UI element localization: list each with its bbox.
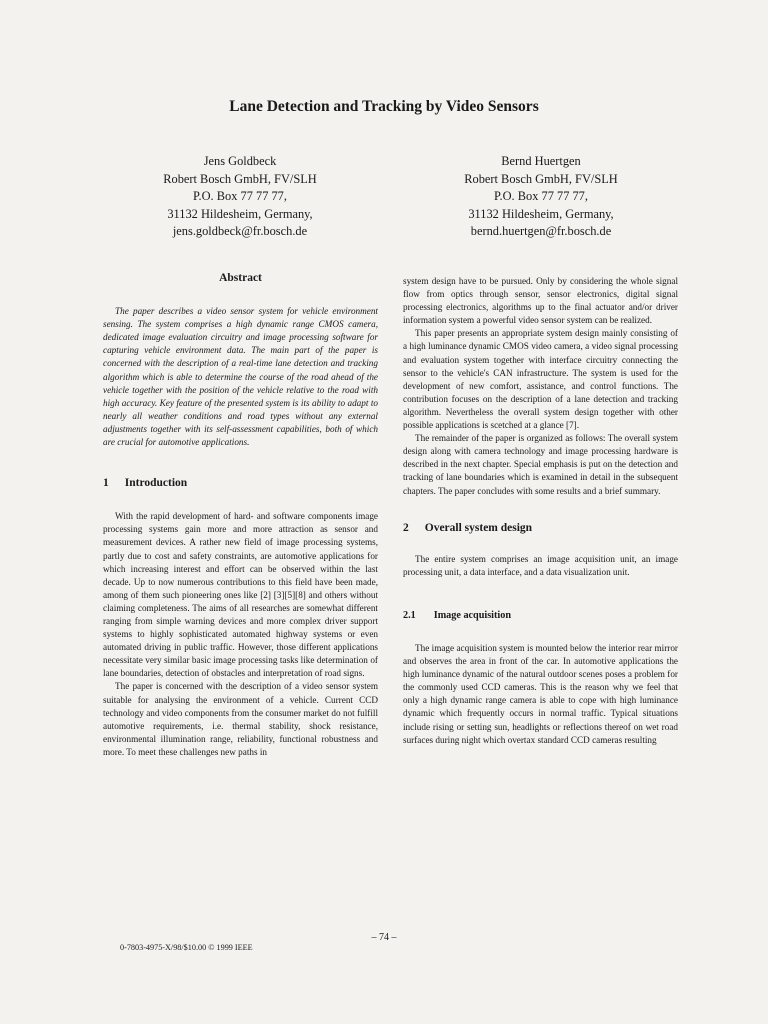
section-number: 1: [103, 477, 109, 490]
abstract-heading: Abstract: [219, 272, 262, 284]
intro-paragraph-1: With the rapid development of hard- and software components image processing systems gain more and more attraction as sensor and measurement devices. A rather new field of image processing systems, partly due to cost and safety constraints, are automotive applications for which increasing interest and effort can be observed within the last decade. Up to now numerous contributions to this field have been made, among of them such pioneering ones like [2] [3][5][8] and others without claiming completeness. The aims of all researches are somewhat different ranging from simple warning devices and more complex driver support systems to highly sophisticated automated highway systems or even automated driving in public traffic. However, those different applications necessitate very similar basic image processing tasks like determination of lane boundaries, detection of obstacles and interpretation of road signs.: [103, 511, 378, 679]
paper-title: Lane Detection and Tracking by Video Sensors: [229, 98, 539, 115]
author-box: P.O. Box 77 77 77,: [193, 189, 287, 203]
intro-paragraph-4: This paper presents an appropriate system design mainly consisting of a high luminance dynamic CMOS video camera, a video signal processing and evaluation system together with interface circuitry connecting the sensor to the vehicle's CAN infrastructure. The system is used for the development of new comfort, assistance, and control functions. The contribution focuses on the description of a lane detection and tracking algorithm. Nevertheless the overall system design together with other possible applications is scetched at a glance [7].: [403, 328, 678, 431]
subsection-title: Image acquisition: [433, 609, 511, 621]
right-column: [403, 275, 678, 747]
author-block-1: [125, 153, 355, 241]
abstract-text: The paper describes a video sensor system for vehicle environment sensing. The system comprises a high dynamic range CMOS camera, dedicated image evaluation circuitry and image processing software for capturing vehicle environment data. The main part of the paper is concerned with the description of a real-time lane detection and tracking algorithm which is able to determine the course of the road ahead of the vehicle together with the position of the vehicle relative to the road with high accuracy. Key feature of the presented system is its ability to adapt to nearly all weather conditions and road types without any external adjustments together with its self-assessment capabilities, both of which are crucial for automotive applications.: [103, 306, 378, 448]
author-affiliation: Robert Bosch GmbH, FV/SLH: [464, 171, 618, 186]
acquisition-paragraph-1: The image acquisition system is mounted below the interior rear mirror and observes the area in front of the car. In automotive applications the high luminance dynamic of the natural outdoor scenes poses a problem for the commonly used CCD cameras. This is the reason why we feel that only a high dynamic range camera is able to cope with high luminance dynamic which frequently occurs in normal traffic. Typical situations include rising or setting sun, headlights or reflections thereof on wet road surfaces during night which overtax standard CCD cameras resulting: [403, 642, 678, 745]
author-email: bernd.huertgen@fr.bosch.de: [470, 224, 612, 238]
section-heading-overall-system-design: [403, 522, 678, 535]
author-email: jens.goldbeck@fr.bosch.de: [172, 224, 308, 238]
author-name: Jens Goldbeck: [203, 154, 277, 168]
author-city: 31132 Hildesheim, Germany,: [167, 206, 313, 221]
author-city: 31132 Hildesheim, Germany,: [468, 206, 614, 221]
page-number: – 74 –: [371, 932, 397, 943]
section-heading-introduction: [103, 477, 378, 490]
section-title: Introduction: [124, 477, 188, 490]
section-title: Overall system design: [424, 521, 533, 534]
subsection-number: 2.1: [403, 609, 416, 621]
author-block-2: [426, 153, 656, 241]
intro-paragraph-2: The paper is concerned with the description of a video sensor system suitable for analysing the environment of a vehicle. Current CCD technology and video components from the consumer market do not fulfill automotive requirements, i.e. thermal stability, shock resistance, environmental illumination range, reliability, functional robustness and more. To meet these challenges new paths in: [103, 681, 378, 757]
author-box: P.O. Box 77 77 77,: [494, 189, 588, 203]
section-number: 2: [403, 521, 409, 534]
author-affiliation: Robert Bosch GmbH, FV/SLH: [163, 171, 317, 186]
intro-paragraph-5: The remainder of the paper is organized as follows: The overall system design along with camera technology and image processing hardware is described in the next chapter. Special emphasis is put on the detection and tracking of lane boundaries which is examined in detail in the subsequent chapters. The paper concludes with some results and a brief summary.: [403, 433, 678, 496]
copyright-notice: 0-7803-4975-X/98/$10.00 © 1999 IEEE: [120, 943, 253, 952]
overall-paragraph-1: The entire system comprises an image acquisition unit, an image processing unit, a data interface, and a data visualization unit.: [403, 553, 678, 577]
left-column: [103, 272, 378, 759]
subsection-heading-image-acquisition: [403, 609, 678, 622]
intro-paragraph-3: system design have to be pursued. Only by considering the whole signal flow from optics through sensor, sensor electronics, digital signal processing electronics, algorithms up to the final actuator and/or driver information system a powerful video sensor system can be realized.: [403, 276, 678, 326]
author-name: Bernd Huertgen: [501, 154, 581, 168]
